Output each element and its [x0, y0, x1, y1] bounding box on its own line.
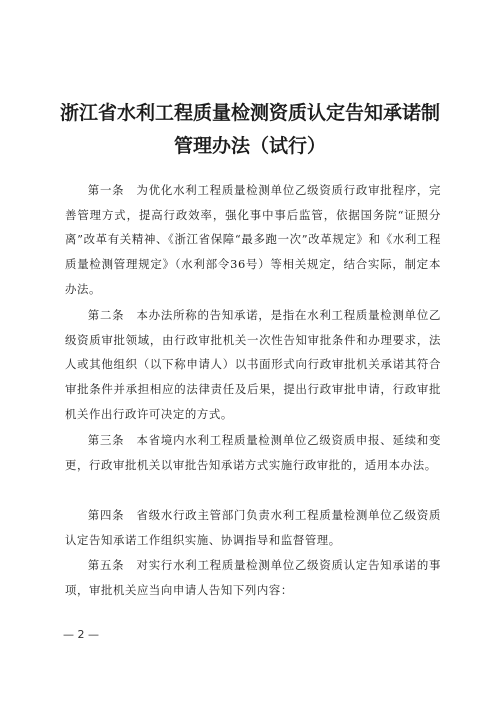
article-3-paragraph: 第三条 本省境内水利工程质量检测单位乙级资质申报、延续和变更，行政审批机关以审批告知承诺方式实施行政审批的，适用本办法。	[65, 433, 441, 472]
document-title-line-2: 管理办法（试行）	[173, 135, 326, 157]
document-title-line-1: 浙江省水利工程质量检测资质认定告知承诺制	[59, 102, 440, 124]
article-2-paragraph: 第二条 本办法所称的告知承诺，是指在水利工程质量检测单位乙级资质审批领域，由行政审批机关一次性告知审批条件和办理要求，法人或其他组织（以下称申请人）以书面形式向行政审批机关承诺其符合审批条件并承担相应的法律责任及后果，提出行政审批申请，行政审批机关作出行政许可决定的方式。	[65, 308, 441, 421]
article-5-paragraph: 第五条 对实行水利工程质量检测单位乙级资质认定告知承诺的事项，审批机关应当向申请人告知下列内容：	[65, 558, 441, 597]
page-number: — 2 —	[63, 628, 99, 641]
article-1-paragraph: 第一条 为优化水利工程质量检测单位乙级资质行政审批程序，完善管理方式，提高行政效率，强化事中事后监管，依据国务院“证照分离”改革有关精神、《浙江省保障“最多跑一次”改革规定》和《水利工程质量检测管理规定》（水利部令36号）等相关规定，结合实际，制定本办法。	[65, 183, 441, 296]
article-4-paragraph: 第四条 省级水行政主管部门负责水利工程质量检测单位乙级资质认定告知承诺工作组织实施、协调指导和监督管理。	[65, 508, 441, 547]
